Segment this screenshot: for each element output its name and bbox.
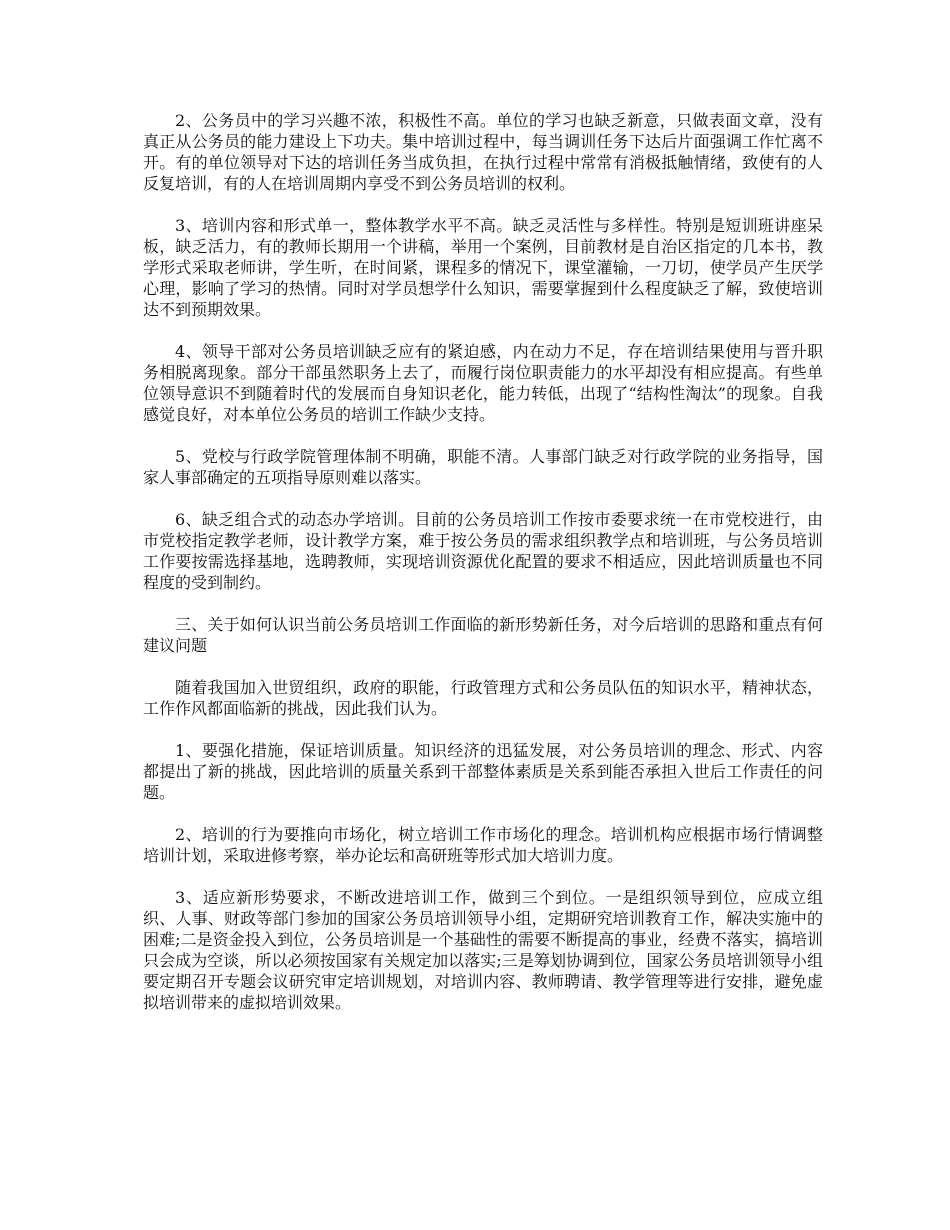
paragraph-suggestion-1-quality: 1、要强化措施，保证培训质量。知识经济的迅猛发展，对公务员培训的理念、形式、内容都提出了新的挑战，因此培训的质量关系到干部整体素质是关系到能否承担入世后工作责任的问题。 [143,741,823,802]
paragraph-item-2-study-interest: 2、公务员中的学习兴趣不浓，积极性不高。单位的学习也缺乏新意，只做表面文章，没有真正从公务员的能力建设上下功夫。集中培训过程中，每当调训任务下达后片面强调工作忙离不开。有的单位领导对下达的培训任务当成负担，在执行过程中常常有消极抵触情绪，致使有的人反复培训，有的人在培训周期内享受不到公务员培训的权利。 [143,111,823,193]
document-page [143,110,823,1013]
paragraph-item-6-dynamic-training: 6、缺乏组合式的动态办学培训。目前的公务员培训工作按市委要求统一在市党校进行，由市党校指定教学老师，设计教学方案，难于按公务员的需求组织教学点和培训班，与公务员培训工作要按需选择基地，选聘教师，实现培训资源优化配置的要求不相适应，因此培训质量也不同程度的受到制约。 [143,510,823,592]
paragraph-intro-challenges: 随着我国加入世贸组织，政府的职能，行政管理方式和公务员队伍的知识水平，精神状态，工作作风都面临新的挑战，因此我们认为。 [143,678,823,718]
paragraph-item-5-management-system: 5、党校与行政学院管理体制不明确，职能不清。人事部门缺乏对行政学院的业务指导，国家人事部确定的五项指导原则难以落实。 [143,447,823,487]
paragraph-suggestion-2-market: 2、培训的行为要推向市场化，树立培训工作市场化的理念。培训机构应根据市场行情调整培训计划，采取进修考察，举办论坛和高研班等形式加大培训力度。 [143,825,823,865]
paragraph-item-4-leadership-urgency: 4、领导干部对公务员培训缺乏应有的紧迫感，内在动力不足，存在培训结果使用与晋升职务相脱离现象。部分干部虽然职务上去了，而履行岗位职责能力的水平却没有相应提高。有些单位领导意识不到随着时代的发展而自身知识老化，能力转低，出现了“结构性淘汰”的现象。自我感觉良好，对本单位公务员的培训工作缺少支持。 [143,342,823,424]
paragraph-suggestion-3-three-in-place: 3、适应新形势要求，不断改进培训工作，做到三个到位。一是组织领导到位，应成立组织、人事、财政等部门参加的国家公务员培训领导小组，定期研究培训教育工作，解决实施中的困难;二是资金投入到位，公务员培训是一个基础性的需要不断提高的事业，经费不落实，搞培训只会成为空谈，所以必须按国家有关规定加以落实;三是筹划协调到位，国家公务员培训领导小组要定期召开专题会议研究审定培训规划，对培训内容、教师聘请、教学管理等进行安排，避免虚拟培训带来的虚拟培训效果。 [143,888,823,1012]
section-heading-three: 三、关于如何认识当前公务员培训工作面临的新形势新任务，对今后培训的思路和重点有何建议问题 [143,615,823,655]
paragraph-item-3-training-content: 3、培训内容和形式单一，整体教学水平不高。缺乏灵活性与多样性。特别是短训班讲座呆板，缺乏活力，有的教师长期用一个讲稿，举用一个案例，目前教材是自治区指定的几本书，教学形式采取老师讲，学生听，在时间紧，课程多的情况下，课堂灌输，一刀切，使学员产生厌学心理，影响了学习的热情。同时对学员想学什么知识，需要掌握到什么程度缺乏了解，致使培训达不到预期效果。 [143,216,823,319]
